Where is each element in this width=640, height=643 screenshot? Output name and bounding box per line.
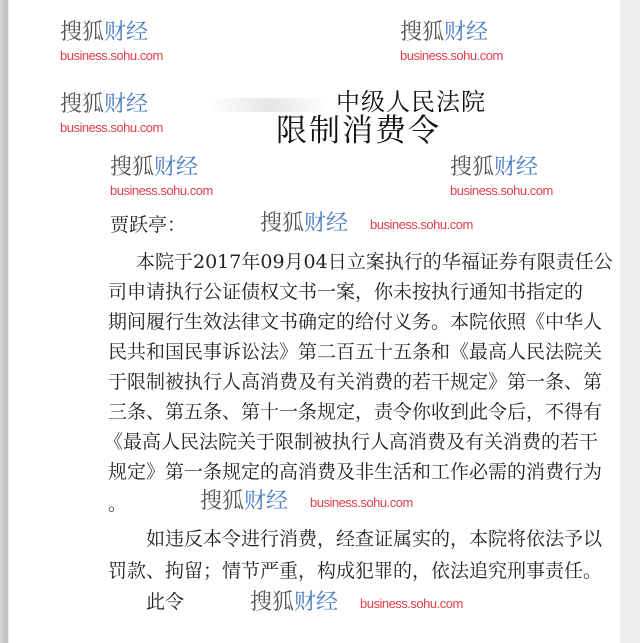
watermark-url: business.sohu.com bbox=[450, 183, 553, 198]
body-line: 规定》第一条规定的高消费及非生活和工作必需的消费行为 bbox=[108, 461, 603, 483]
sohu-watermark: 搜狐财经 bbox=[250, 590, 339, 615]
watermark-url: business.sohu.com bbox=[60, 48, 163, 63]
redacted-court-name bbox=[210, 98, 330, 112]
body-line: 。 bbox=[108, 493, 128, 515]
body-line: 期间履行生效法律文书确定的给付义务。本院依照《中华人 bbox=[108, 311, 603, 333]
watermark-url: business.sohu.com bbox=[310, 495, 413, 510]
body-line: 《最高人民法院关于限制被执行人高消费及有关消费的若干 bbox=[104, 431, 599, 453]
sohu-watermark: 搜狐财经 bbox=[60, 20, 149, 45]
body-line: 于限制被执行人高消费及有关消费的若干规定》第一条、第 bbox=[108, 371, 603, 393]
watermark-url: business.sohu.com bbox=[60, 120, 163, 135]
watermark-url: business.sohu.com bbox=[110, 183, 213, 198]
watermark-url: business.sohu.com bbox=[370, 217, 473, 232]
sohu-watermark: 搜狐财经 bbox=[400, 20, 489, 45]
addressee: 贾跃亭： bbox=[110, 214, 187, 236]
watermark-url: business.sohu.com bbox=[400, 48, 503, 63]
viewer-background-strip bbox=[620, 0, 640, 643]
sohu-watermark: 搜狐财经 bbox=[260, 211, 349, 236]
body-line: 本院于2017年09月04日立案执行的华福证券有限责任公 bbox=[136, 251, 613, 273]
closing-line: 此令 bbox=[146, 591, 185, 613]
sohu-watermark: 搜狐财经 bbox=[60, 92, 149, 117]
body-line: 民共和国民事诉讼法》第二百五十五条和《最高人民法院关 bbox=[108, 341, 603, 363]
document-title: 限制消费令 bbox=[276, 113, 441, 149]
sohu-watermark: 搜狐财经 bbox=[450, 155, 539, 180]
body-line: 司申请执行公证债权文书一案，你未按执行通知书指定的 bbox=[108, 281, 584, 303]
body-line: 如违反本令进行消费，经查证属实的，本院将依法予以 bbox=[146, 528, 603, 550]
court-name: 中级人民法院 bbox=[336, 88, 486, 116]
sohu-watermark: 搜狐财经 bbox=[110, 155, 199, 180]
body-line: 三条、第五条、第十一条规定，责令你收到此令后，不得有 bbox=[108, 401, 603, 423]
body-line: 罚款、拘留；情节严重，构成犯罪的，依法追究刑事责任。 bbox=[108, 560, 603, 582]
watermark-url: business.sohu.com bbox=[360, 596, 463, 611]
sohu-watermark: 搜狐财经 bbox=[200, 489, 289, 514]
page-left-border bbox=[0, 0, 9, 643]
